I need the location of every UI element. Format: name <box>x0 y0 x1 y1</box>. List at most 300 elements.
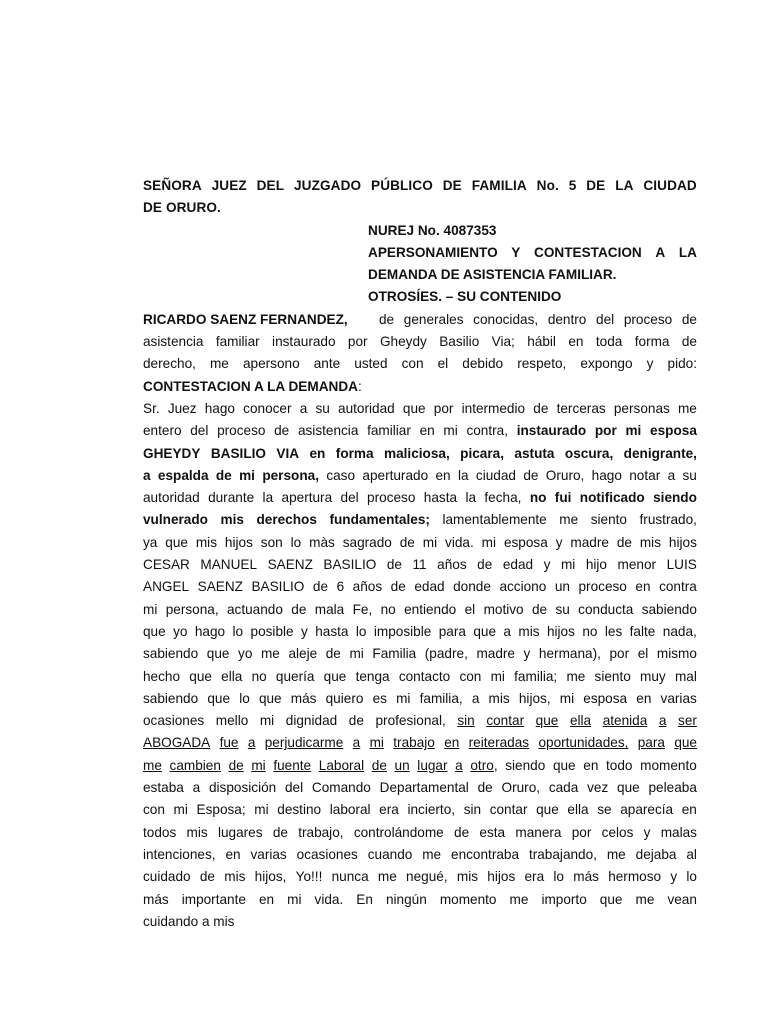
word: mi <box>490 668 505 684</box>
word: años <box>437 557 467 573</box>
word: maliciosa, <box>384 445 450 461</box>
section-title-text: CONTESTACION A LA DEMANDA <box>143 378 358 394</box>
word: ningún <box>385 891 427 907</box>
word: conducta <box>578 601 634 617</box>
word: en <box>681 802 697 818</box>
word: quería <box>275 668 315 684</box>
word: me <box>260 646 280 662</box>
word: la <box>262 490 274 506</box>
word: me <box>509 891 529 907</box>
body-line <box>143 688 697 710</box>
word: a <box>503 623 511 639</box>
word: hábil <box>527 334 556 350</box>
word: disposición <box>208 780 277 796</box>
word: Gheydy <box>379 334 427 350</box>
word: siendo <box>505 757 546 773</box>
word: atenida <box>602 713 648 729</box>
word: quiero <box>325 690 364 706</box>
word: CIUDAD <box>643 178 697 193</box>
word: su <box>555 601 570 617</box>
word: otro, <box>470 757 498 773</box>
word: mi <box>481 534 497 550</box>
word: no <box>251 668 267 684</box>
word: sagrado <box>342 534 392 550</box>
word: 5 <box>568 178 577 193</box>
word: que <box>323 668 347 684</box>
word: edad <box>414 579 445 595</box>
word: un <box>394 757 410 773</box>
word: instaurado <box>516 423 587 439</box>
word: en <box>635 579 651 595</box>
word: Laboral <box>318 757 365 773</box>
word: nunca <box>331 869 369 885</box>
word: BASILIO <box>210 445 266 461</box>
word: mis <box>518 623 540 639</box>
word: lugar <box>417 757 448 773</box>
word: el <box>637 646 649 662</box>
word: de <box>681 334 697 350</box>
word: de <box>371 757 387 773</box>
word: malas <box>660 824 697 840</box>
word: hijos <box>224 534 253 550</box>
word: espalda <box>157 467 209 483</box>
word: hecho <box>143 668 181 684</box>
word: asistencia <box>297 423 359 439</box>
legal-document <box>143 175 697 933</box>
word: hijos, <box>254 869 287 885</box>
word: frustrado, <box>639 512 697 528</box>
word: CESAR <box>143 557 190 573</box>
word: para <box>637 735 665 751</box>
word: madre <box>476 646 515 662</box>
word: y <box>555 534 563 550</box>
word: 11 <box>412 557 427 573</box>
party-name: RICARDO SAENZ FERNANDEZ, <box>143 311 348 327</box>
word: mi <box>254 802 269 818</box>
word: al <box>686 846 697 862</box>
word: familiar <box>367 423 411 439</box>
word: picara, <box>460 445 504 461</box>
word: importo <box>541 891 587 907</box>
word: de <box>272 824 288 840</box>
subject-line-2: DEMANDA DE ASISTENCIA FAMILIAR. <box>368 267 617 283</box>
word: mi <box>560 557 576 573</box>
word: persona, <box>262 467 319 483</box>
word: que <box>535 713 559 729</box>
word: contar <box>486 713 525 729</box>
word: esta <box>479 824 506 840</box>
body-line <box>143 732 697 754</box>
word: momento <box>640 757 697 773</box>
word: hago <box>204 400 235 416</box>
word: lo <box>553 869 564 885</box>
word: mi <box>349 646 364 662</box>
word: esposa <box>503 534 548 550</box>
word: y <box>301 623 308 639</box>
body-line <box>143 755 697 777</box>
word: lo <box>686 869 697 885</box>
word: mello <box>215 713 249 729</box>
word: hijos, <box>518 690 551 706</box>
body-line <box>143 710 697 732</box>
word: entiendo <box>404 601 457 617</box>
word: toda <box>595 334 623 350</box>
word: incierto, <box>407 802 456 818</box>
word: Familia <box>372 646 417 662</box>
word: de <box>228 757 244 773</box>
word: hermoso <box>608 869 662 885</box>
word: edad <box>502 557 534 573</box>
word: en <box>636 690 652 706</box>
word: contacto <box>398 668 451 684</box>
word: asistencia <box>143 334 204 350</box>
word: me <box>143 757 162 773</box>
word: SAENZ <box>267 557 313 573</box>
word: que <box>143 623 166 639</box>
word: que <box>617 780 640 796</box>
word: estaba <box>143 780 184 796</box>
word: motivo <box>483 601 524 617</box>
word: son <box>260 534 283 550</box>
word: de <box>215 467 232 483</box>
word: tenga <box>355 668 390 684</box>
word: perjudicarme <box>264 735 344 751</box>
word: era <box>379 802 399 818</box>
body-line <box>143 576 697 598</box>
word: hijos <box>546 623 575 639</box>
word: mi <box>625 423 642 439</box>
word: importante <box>181 891 246 907</box>
word: en <box>568 334 584 350</box>
word: más <box>143 891 169 907</box>
word: mis <box>639 534 662 550</box>
word: hijos <box>487 869 516 885</box>
word: a <box>658 713 667 729</box>
word: GHEYDY <box>143 445 201 461</box>
word: ocasiones <box>143 713 205 729</box>
word: hago <box>591 467 622 483</box>
word: debido <box>462 356 504 372</box>
word: intermedio <box>461 400 526 416</box>
word: vean <box>667 891 697 907</box>
word: encontraba <box>451 846 520 862</box>
word: aleje <box>288 646 318 662</box>
word: cuidado <box>143 869 191 885</box>
word: mi <box>259 713 275 729</box>
word: su <box>315 400 330 416</box>
section-title-colon: : <box>357 378 362 394</box>
heading-line-2: DE ORURO. <box>143 200 221 216</box>
word: denigrante, <box>623 445 697 461</box>
word: trabajo, <box>298 824 344 840</box>
heading-line-1 <box>143 175 697 197</box>
word: notar <box>629 467 661 483</box>
word: por <box>347 334 368 350</box>
word: menor <box>617 557 657 573</box>
word: de <box>681 311 697 327</box>
word: Via; <box>491 334 515 350</box>
body-line <box>143 532 697 554</box>
word: proceso <box>578 579 627 595</box>
body-line <box>143 799 697 821</box>
word: mis <box>220 512 244 528</box>
word: me <box>635 891 655 907</box>
word: Sr. <box>143 400 160 416</box>
body-line <box>143 866 697 888</box>
body-line <box>143 599 697 621</box>
word: Juez <box>167 400 197 416</box>
word: lo <box>239 690 250 706</box>
word: profesional, <box>375 713 446 729</box>
word: con <box>401 356 424 372</box>
word: que <box>402 400 426 416</box>
word: y <box>646 356 654 372</box>
word: ser <box>678 713 697 729</box>
word: a <box>299 400 308 416</box>
word: que <box>536 802 559 818</box>
word: contra, <box>466 423 508 439</box>
word: años <box>352 579 383 595</box>
word: no <box>582 623 598 639</box>
word: mi <box>287 891 302 907</box>
word: con <box>459 668 482 684</box>
word: FAMILIA <box>471 178 527 193</box>
word: en <box>419 423 435 439</box>
word: peleaba <box>648 780 697 796</box>
word: Yo!!! <box>295 869 323 885</box>
word: más <box>290 690 317 706</box>
word: de <box>325 646 341 662</box>
word: se <box>597 802 612 818</box>
word: todos <box>143 824 177 840</box>
word: más <box>573 869 599 885</box>
word: del <box>596 311 615 327</box>
word: me <box>559 512 579 528</box>
word: cada <box>548 780 579 796</box>
word: SEÑORA <box>143 178 202 193</box>
word: apertura <box>281 490 333 506</box>
word: fuente <box>273 757 312 773</box>
word: destino <box>277 802 322 818</box>
body-line <box>143 443 697 465</box>
word: familia, <box>419 690 463 706</box>
word: acciono <box>499 579 547 595</box>
word: de <box>616 534 632 550</box>
word: durante <box>208 490 255 506</box>
word: CONTESTACION <box>534 244 642 260</box>
word: conocidas, <box>473 311 539 327</box>
word: Comando <box>311 780 371 796</box>
word: respeto, <box>517 356 567 372</box>
word: astuta <box>514 445 555 461</box>
word: esposa <box>583 690 628 706</box>
word: sabiendo <box>641 601 697 617</box>
word: lugares <box>217 824 263 840</box>
word: que <box>189 668 212 684</box>
word: fue <box>219 735 239 751</box>
word: de <box>454 824 470 840</box>
word: de <box>291 601 307 617</box>
word: del <box>285 780 304 796</box>
word: aparecía <box>620 802 674 818</box>
word: BASILIO <box>251 579 305 595</box>
word: varias <box>250 846 287 862</box>
word: era <box>524 869 545 885</box>
body-line <box>143 487 697 509</box>
word: mis <box>456 869 479 885</box>
word: A <box>655 244 666 260</box>
word: vulnerado <box>143 512 208 528</box>
word: derecho, <box>143 356 196 372</box>
word: familiar <box>215 334 260 350</box>
word: ANGEL <box>143 579 190 595</box>
word: el <box>437 356 449 372</box>
word: por <box>571 824 592 840</box>
word: todo <box>606 757 633 773</box>
word: que <box>258 690 282 706</box>
word: intenciones, <box>143 846 216 862</box>
body-line <box>143 420 697 442</box>
word: ella <box>221 668 243 684</box>
word: sabiendo <box>143 690 199 706</box>
word: yo <box>173 623 188 639</box>
word: no <box>529 490 547 506</box>
word: mala <box>314 601 345 617</box>
word: lo <box>355 623 367 639</box>
body-line <box>143 465 697 487</box>
word: dignidad <box>285 713 338 729</box>
word: de <box>390 579 406 595</box>
word: actuando <box>226 601 283 617</box>
word: reiteradas <box>468 735 530 751</box>
word: en <box>444 735 460 751</box>
word: me <box>377 869 397 885</box>
word: en <box>225 846 241 862</box>
word: celos <box>601 824 634 840</box>
word: proceso <box>217 423 266 439</box>
body-line <box>143 643 697 665</box>
word: ABOGADA <box>143 735 211 751</box>
word: de <box>531 601 548 617</box>
word: DEL <box>256 178 285 193</box>
word: de <box>348 713 364 729</box>
word: usted <box>354 356 388 372</box>
word: de <box>477 557 493 573</box>
subject-line-1 <box>143 242 697 264</box>
word: Fe, <box>352 601 373 617</box>
word: cuando <box>367 846 413 862</box>
word: por <box>609 646 630 662</box>
word: momento <box>439 891 497 907</box>
word: hijo <box>585 557 607 573</box>
word: sabiendo <box>143 646 199 662</box>
word: para <box>438 623 466 639</box>
word: laboral <box>329 802 371 818</box>
word: el <box>464 601 476 617</box>
word: APERSONAMIENTO <box>368 244 498 260</box>
word: negué, <box>406 869 448 885</box>
word: de <box>199 869 215 885</box>
word: y <box>523 646 531 662</box>
word: hermana), <box>538 646 601 662</box>
word: lo <box>232 623 244 639</box>
word: de <box>399 534 415 550</box>
word: Esposa; <box>196 802 246 818</box>
word: vida. <box>314 891 344 907</box>
word: me <box>606 846 626 862</box>
word: MANUEL <box>200 557 258 573</box>
word: del <box>190 423 209 439</box>
intro-line-2 <box>143 331 697 353</box>
word: expongo <box>580 356 633 372</box>
word: hijos <box>668 534 697 550</box>
word: nada, <box>662 623 697 639</box>
word: ya <box>143 534 158 550</box>
word: sin <box>463 802 482 818</box>
word: en <box>435 467 451 483</box>
word: de <box>379 311 395 327</box>
word: de <box>477 780 493 796</box>
word: yo <box>238 646 253 662</box>
word: por <box>433 400 454 416</box>
word: madre <box>570 534 609 550</box>
word: un <box>554 579 570 595</box>
word: proceso <box>367 490 416 506</box>
word: PÚBLICO <box>371 178 433 193</box>
word: manera <box>515 824 562 840</box>
word: LA <box>678 244 697 260</box>
word: les <box>604 623 623 639</box>
word: apersono <box>242 356 300 372</box>
word: Departamental <box>379 780 469 796</box>
word: generales <box>403 311 464 327</box>
word: a <box>143 467 151 483</box>
word: terceras <box>556 400 606 416</box>
word: forma <box>634 334 670 350</box>
word: entero <box>143 423 182 439</box>
word: a <box>471 690 480 706</box>
word: que <box>206 646 230 662</box>
word: controlándome <box>353 824 444 840</box>
word: DE <box>586 178 606 193</box>
word: mal <box>674 668 697 684</box>
word: mi <box>443 423 458 439</box>
body-line-last: cuidando a mis <box>143 913 235 929</box>
word: ocasiones <box>296 846 358 862</box>
word: a <box>352 735 361 751</box>
word: mi <box>173 802 188 818</box>
word: oportunidades, <box>538 735 629 751</box>
word: mi <box>239 467 255 483</box>
word: JUEZ <box>211 178 247 193</box>
word: siento <box>594 668 631 684</box>
body-line <box>143 621 697 643</box>
word: LA <box>615 178 634 193</box>
word: JUZGADO <box>294 178 362 193</box>
word: a <box>455 757 463 773</box>
body-line <box>143 666 697 688</box>
word: varias <box>660 690 697 706</box>
word: que <box>165 534 188 550</box>
word: que <box>674 735 697 751</box>
word: la <box>465 490 477 506</box>
word: a <box>192 780 201 796</box>
word: esposa <box>650 423 697 439</box>
word: que <box>207 690 231 706</box>
word: de <box>274 423 290 439</box>
word: LUIS <box>666 557 697 573</box>
word: instaurado <box>272 334 336 350</box>
